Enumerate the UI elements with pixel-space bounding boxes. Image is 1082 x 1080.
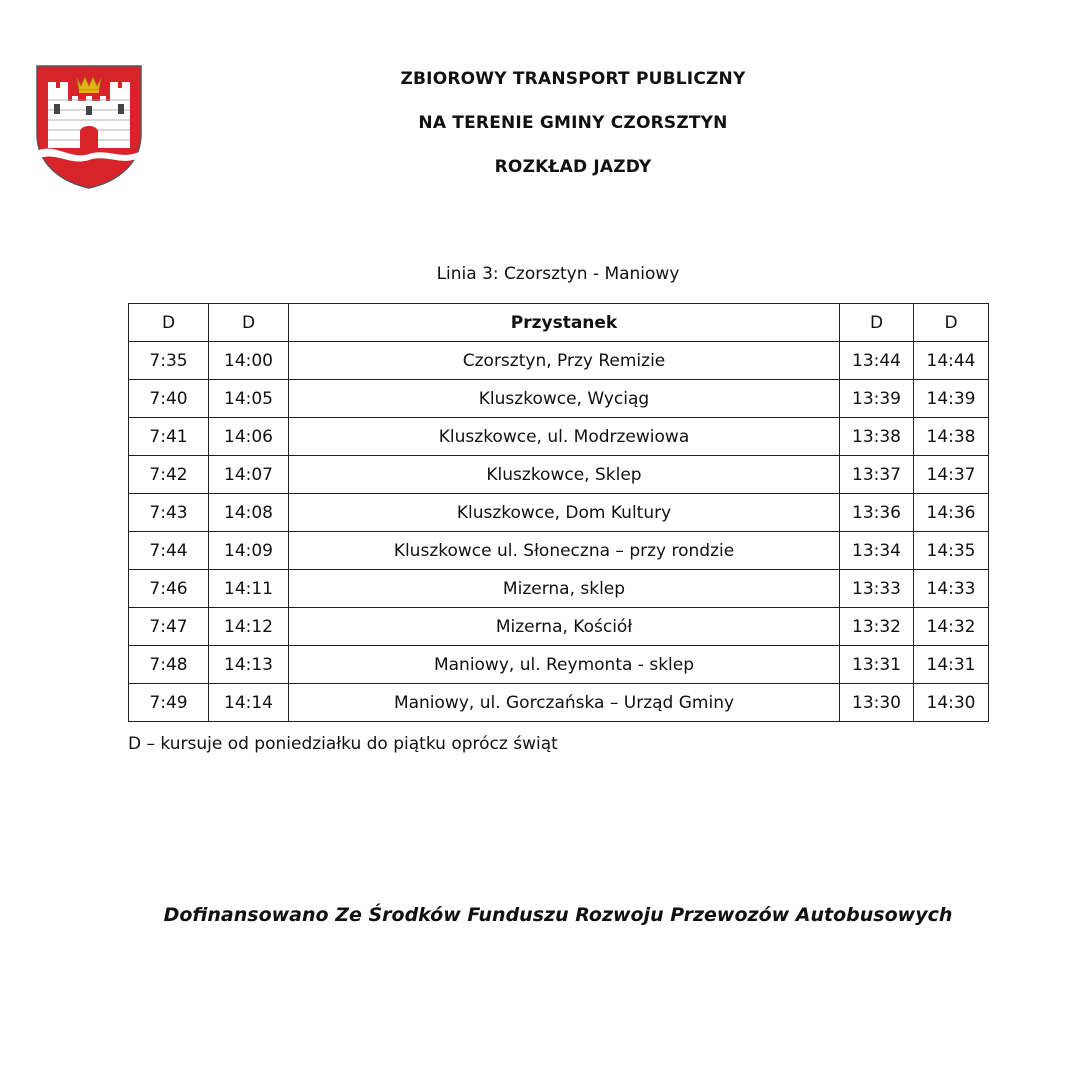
table-row [129, 684, 989, 722]
table-row [129, 418, 989, 456]
table-cell: 14:32 [914, 608, 989, 646]
table-cell: 7:42 [129, 456, 209, 494]
table-row [129, 456, 989, 494]
table-cell: Maniowy, ul. Gorczańska – Urząd Gminy [289, 684, 840, 722]
table-cell: 7:41 [129, 418, 209, 456]
header-cell-d-1: D [129, 304, 209, 342]
table-cell: 14:05 [209, 380, 289, 418]
table-cell: Kluszkowce, Sklep [289, 456, 840, 494]
table-cell: 13:38 [840, 418, 914, 456]
header-title-line-2: NA TERENIE GMINY CZORSZTYN [418, 113, 728, 133]
table-cell: 13:32 [840, 608, 914, 646]
table-cell: Maniowy, ul. Reymonta - sklep [289, 646, 840, 684]
table-row [129, 646, 989, 684]
table-cell: 7:40 [129, 380, 209, 418]
table-row [129, 532, 989, 570]
table-cell: Mizerna, Kościół [289, 608, 840, 646]
table-cell: 13:30 [840, 684, 914, 722]
table-cell: Kluszkowce, Wyciąg [289, 380, 840, 418]
table-cell: Mizerna, sklep [289, 570, 840, 608]
table-cell: 13:44 [840, 342, 914, 380]
table-cell: Kluszkowce ul. Słoneczna – przy rondzie [289, 532, 840, 570]
timetable [128, 303, 989, 722]
table-cell: 7:48 [129, 646, 209, 684]
table-cell: 13:33 [840, 570, 914, 608]
table-cell: 14:39 [914, 380, 989, 418]
header-title-line-1: ZBIOROWY TRANSPORT PUBLICZNY [400, 69, 746, 89]
header-cell-d-4: D [914, 304, 989, 342]
table-cell: 14:35 [914, 532, 989, 570]
table-cell: Kluszkowce, Dom Kultury [289, 494, 840, 532]
table-cell: 14:06 [209, 418, 289, 456]
table-cell: 14:14 [209, 684, 289, 722]
table-cell: 14:36 [914, 494, 989, 532]
table-cell: 14:44 [914, 342, 989, 380]
table-cell: 14:11 [209, 570, 289, 608]
table-row [129, 494, 989, 532]
table-cell: 7:46 [129, 570, 209, 608]
coat-of-arms-icon [35, 64, 143, 190]
table-cell: 14:07 [209, 456, 289, 494]
table-cell: Czorsztyn, Przy Remizie [289, 342, 840, 380]
table-cell: 7:43 [129, 494, 209, 532]
table-cell: 14:00 [209, 342, 289, 380]
table-cell: 14:31 [914, 646, 989, 684]
table-cell: 7:44 [129, 532, 209, 570]
table-cell: 7:47 [129, 608, 209, 646]
header-title-line-3: ROZKŁAD JAZDY [494, 157, 652, 177]
table-cell: 13:31 [840, 646, 914, 684]
table-cell: 14:38 [914, 418, 989, 456]
table-cell: 14:33 [914, 570, 989, 608]
table-cell: 7:35 [129, 342, 209, 380]
header-cell-d-3: D [840, 304, 914, 342]
table-row [129, 570, 989, 608]
table-cell: 14:08 [209, 494, 289, 532]
table-cell: 14:09 [209, 532, 289, 570]
table-row [129, 342, 989, 380]
table-cell: 13:37 [840, 456, 914, 494]
table-row [129, 380, 989, 418]
table-cell: 14:13 [209, 646, 289, 684]
document-header [300, 66, 846, 198]
table-cell: 14:12 [209, 608, 289, 646]
header-cell-stop: Przystanek [289, 304, 840, 342]
legend-note: D – kursuje od poniedziałku do piątku oprócz świąt [128, 734, 558, 754]
table-cell: 14:30 [914, 684, 989, 722]
table-cell: 13:36 [840, 494, 914, 532]
table-header-row [129, 304, 989, 342]
header-cell-d-2: D [209, 304, 289, 342]
line-subtitle: Linia 3: Czorsztyn - Maniowy [436, 264, 680, 284]
funding-footer: Dofinansowano Ze Środków Funduszu Rozwoju Przewozów Autobusowych [163, 904, 953, 926]
table-cell: Kluszkowce, ul. Modrzewiowa [289, 418, 840, 456]
table-row [129, 608, 989, 646]
table-cell: 7:49 [129, 684, 209, 722]
table-cell: 13:34 [840, 532, 914, 570]
table-cell: 14:37 [914, 456, 989, 494]
table-cell: 13:39 [840, 380, 914, 418]
